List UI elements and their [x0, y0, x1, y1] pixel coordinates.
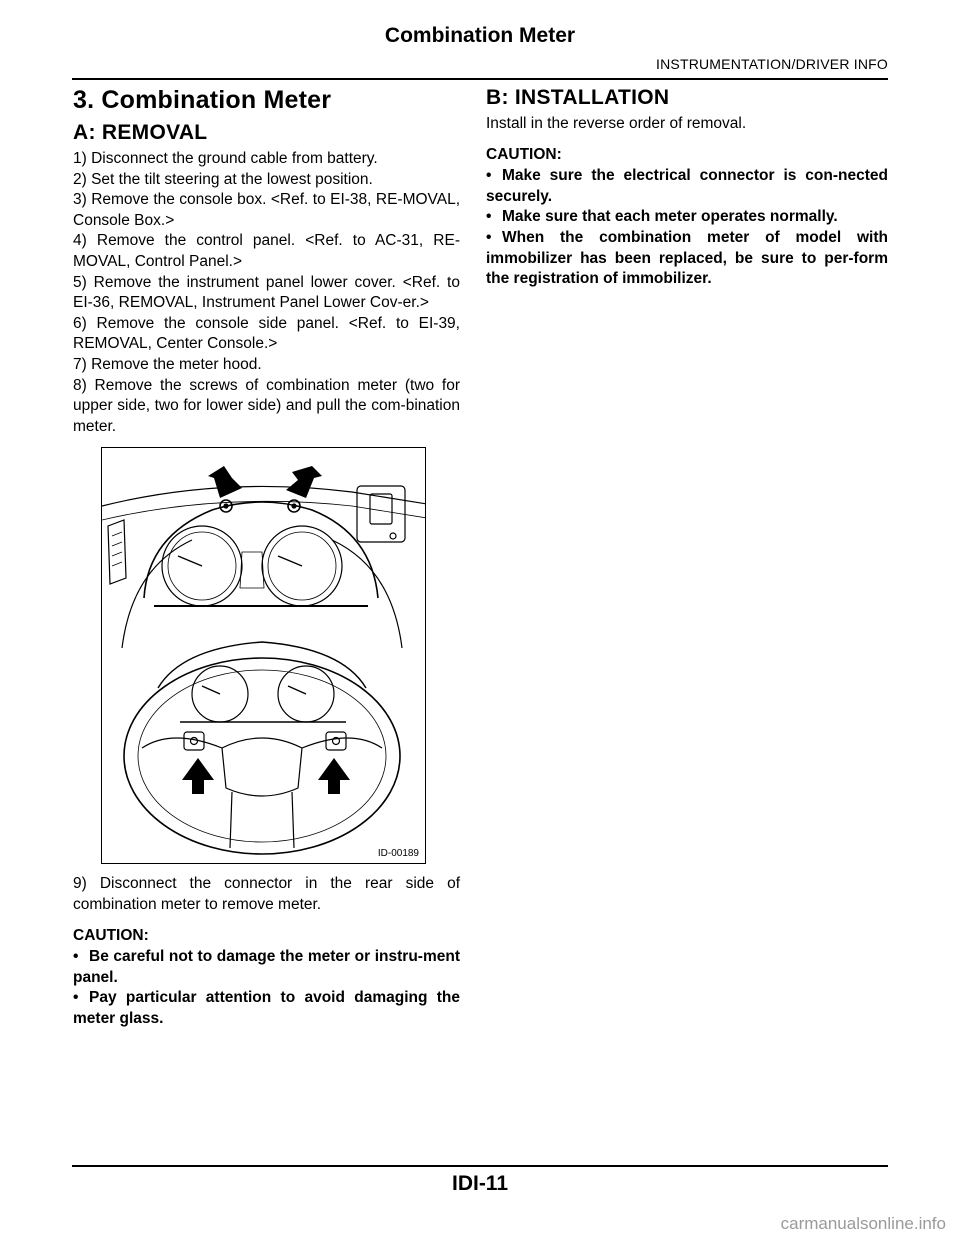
right-column — [486, 86, 888, 290]
removal-step-4: 4) Remove the control panel. <Ref. to AC-31, RE-MOVAL, Control Panel.> — [73, 232, 460, 270]
caution-title: CAUTION: — [486, 145, 562, 163]
caution-text: Pay particular attention to avoid damaging the meter glass. — [73, 989, 460, 1027]
caution-text: Be careful not to damage the meter or instru-ment panel. — [73, 948, 460, 986]
figure-label: ID-00189 — [377, 848, 419, 860]
caution-item — [486, 207, 888, 228]
caution-text: Make sure that each meter operates normally. — [502, 208, 838, 226]
removal-caution — [73, 926, 460, 1030]
caution-item — [73, 947, 460, 988]
header-rule — [72, 78, 888, 80]
installation-caution — [486, 145, 888, 290]
removal-step-1: 1) Disconnect the ground cable from battery. — [73, 150, 378, 167]
page-header-title: Combination Meter — [384, 24, 576, 47]
caution-item — [486, 228, 888, 290]
caution-text: When the combination meter of model with immobilizer has been replaced, be sure to per-form the registration of immobilizer. — [486, 228, 888, 288]
removal-step-7: 7) Remove the meter hood. — [73, 355, 262, 373]
caution-item — [486, 166, 888, 207]
meter-illustration — [102, 448, 426, 864]
removal-step-2: 2) Set the tilt steering at the lowest position. — [73, 170, 373, 188]
removal-step-6: 6) Remove the console side panel. <Ref. to EI-39, REMOVAL, Center Console.> — [73, 314, 460, 353]
bullet-icon: • — [73, 989, 79, 1007]
installation-text: Install in the reverse order of removal. — [486, 115, 747, 132]
removal-step-9: 9) Disconnect the connector in the rear side of combination meter to remove meter. — [73, 875, 460, 913]
bullet-icon: • — [486, 208, 492, 226]
bullet-icon: • — [486, 167, 492, 185]
watermark: carmanualsonline.info — [780, 1214, 946, 1233]
caution-text: Make sure the electrical connector is con-nected securely. — [486, 167, 888, 205]
page-header-section: INSTRUMENTATION/DRIVER INFO — [656, 56, 888, 72]
bullet-icon: • — [73, 948, 79, 966]
left-column — [73, 86, 460, 1029]
caution-title: CAUTION: — [73, 926, 149, 944]
removal-step-5: 5) Remove the instrument panel lower cover. <Ref. to EI-36, REMOVAL, Instrument Panel Lower Cov-er.> — [73, 273, 460, 312]
combination-meter-figure — [101, 447, 426, 864]
bullet-icon: • — [486, 228, 492, 246]
removal-title: A: REMOVAL — [73, 121, 208, 144]
removal-step-3: 3) Remove the console box. <Ref. to EI-38, RE-MOVAL, Console Box.> — [73, 191, 460, 229]
removal-step-8: 8) Remove the screws of combination meter (two for upper side, two for lower side) and pull the com-bination meter. — [73, 376, 460, 435]
installation-title: B: INSTALLATION — [486, 86, 670, 109]
section-title: 3. Combination Meter — [73, 86, 332, 114]
caution-item — [73, 988, 460, 1029]
page-number: IDI-11 — [451, 1172, 509, 1195]
footer-rule — [72, 1165, 888, 1167]
